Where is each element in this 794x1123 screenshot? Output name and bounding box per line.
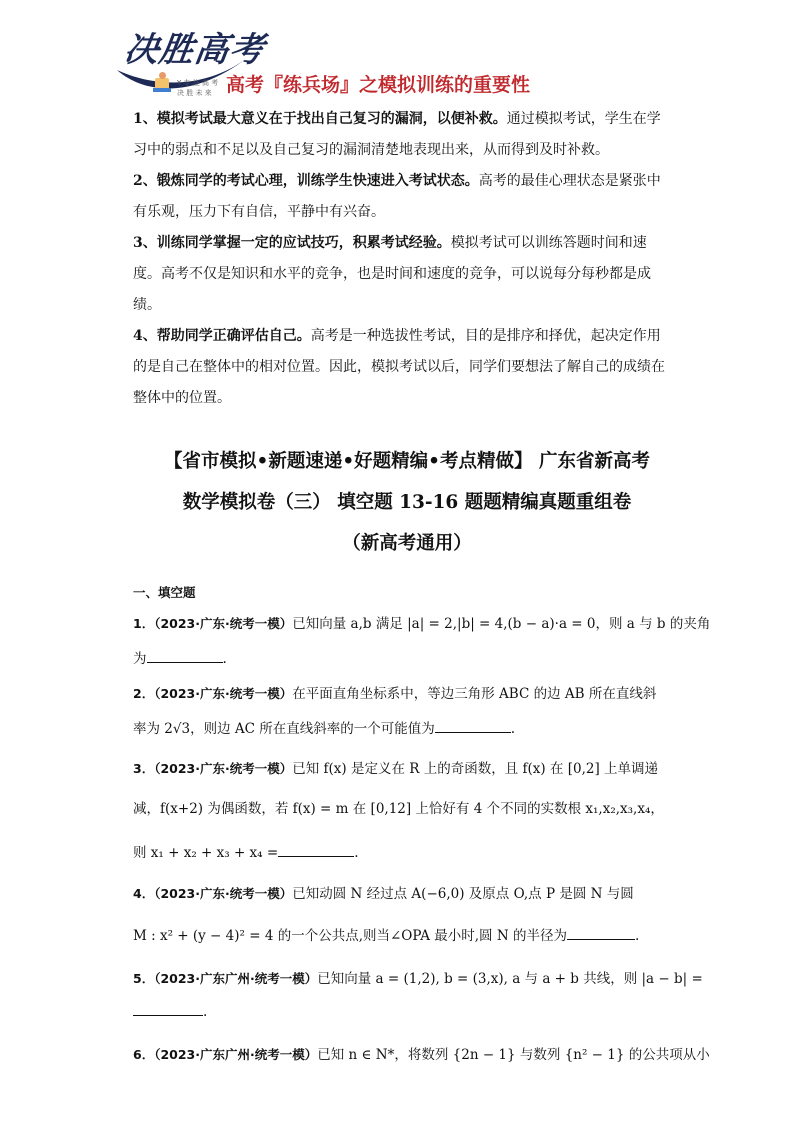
answer-blank[interactable] xyxy=(435,731,511,733)
answer-blank[interactable] xyxy=(278,855,354,857)
intro-paragraph: 2、锻炼同学的考试心理，训练学生快速进入考试状态。高考的最佳心理状态是紧张中有乐观，压力下有自信，平静中有兴奋。 xyxy=(133,173,661,220)
answer-blank[interactable] xyxy=(147,661,223,663)
logo-text: 决胜高考 xyxy=(121,30,268,70)
section-heading: 一、填空题 xyxy=(133,585,196,600)
intro-section xyxy=(133,104,673,414)
intro-paragraph: 1、模拟考试最大意义在于找出自己复习的漏洞，以便补救。通过模拟考试，学生在学习中的弱点和不足以及自己复习的漏洞清楚地表现出来，从而得到及时补救。 xyxy=(133,111,661,158)
answer-blank[interactable] xyxy=(567,938,635,940)
logo-subtitle: Y 专 注 高 考 决 胜 未 来 xyxy=(177,79,219,97)
intro-paragraph: 3、训练同学掌握一定的应试技巧，积累考试经验。模拟考试可以训练答题时间和速度。高考不仅是知识和水平的竞争，也是时间和速度的竞争，可以说每分每秒都是成绩。 xyxy=(133,235,651,313)
banner-title: 高考『练兵场』之模拟训练的重要性 xyxy=(226,74,531,96)
exam-title: 【省市模拟•新题速递•好题精编•考点精做】 广东省新高考 数学模拟卷（三） 填空题 13-16 题题精编真题重组卷 （新高考通用） xyxy=(164,451,650,554)
intro-paragraph: 4、帮助同学正确评估自己。高考是一种选拔性考试，目的是排序和择优，起决定作用的是自己在整体中的相对位置。因此，模拟考试以后，同学们要想法了解自己的成绩在整体中的位置。 xyxy=(133,328,665,406)
answer-blank[interactable] xyxy=(133,1014,203,1016)
